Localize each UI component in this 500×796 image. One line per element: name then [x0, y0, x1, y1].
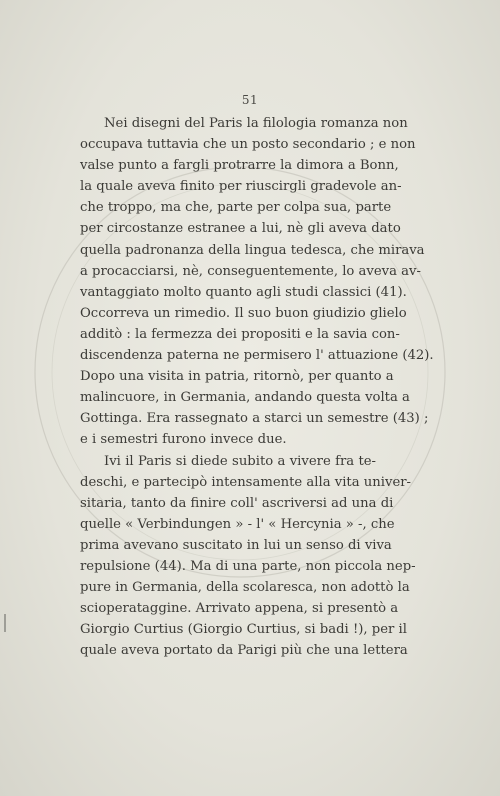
text-line: quelle « Verbindungen » - l' « Hercynia » -, che — [80, 516, 395, 532]
text-line: sitaria, tanto da finire coll' ascriversi ad una di — [80, 495, 394, 511]
text-line: prima avevano suscitato in lui un senso di viva — [80, 537, 392, 553]
text-line: per circostanze estranee a lui, nè gli aveva dato — [80, 221, 401, 237]
paragraph-1 — [80, 113, 434, 451]
text-line: Occorreva un rimedio. Il suo buon giudizio glielo — [80, 305, 407, 321]
text-line: deschi, e partecipò intensamente alla vita univer- — [80, 474, 412, 490]
text-line: valse punto a fargli protrarre la dimora a Bonn, — [80, 158, 399, 174]
text-line: la quale aveva finito per riuscirgli gradevole an- — [80, 179, 402, 195]
page-number: 51 — [241, 93, 259, 107]
text-line: discendenza paterna ne permisero l' attuazione (42). — [80, 348, 434, 364]
text-line: Nei disegni del Paris la filologia romanza non — [104, 116, 408, 131]
text-line: malincuore, in Germania, andando questa volta a — [80, 390, 410, 406]
text-line: pure in Germania, della scolaresca, non adottò la — [80, 580, 410, 596]
text-line: vantaggiato molto quanto agli studi classici (41). — [80, 284, 407, 300]
text-line: Gottinga. Era rassegnato a starci un semestre (43) ; — [80, 411, 429, 427]
text-line: quella padronanza della lingua tedesca, che mirava — [80, 242, 425, 258]
text-line: a procacciarsi, nè, conseguentemente, lo aveva av- — [80, 263, 421, 279]
text-line: Dopo una visita in patria, ritornò, per quanto a — [80, 369, 394, 385]
text-line: additò : la fermezza dei propositi e la savia con- — [80, 326, 400, 342]
text-line: repulsione (44). Ma di una parte, non piccola nep- — [80, 558, 416, 574]
text-line: scioperataggine. Arrivato appena, si presentò a — [80, 601, 399, 617]
text-line: Ivi il Paris si diede subito a vivere fra te- — [104, 453, 376, 469]
text-line: che troppo, ma che, parte per colpa sua, parte — [80, 200, 392, 216]
body-text — [80, 113, 434, 661]
text-line: e i semestri furono invece due. — [80, 432, 287, 448]
text-line: Giorgio Curtius (Giorgio Curtius, si badi !), per il — [80, 622, 407, 638]
paragraph-2 — [80, 451, 416, 662]
binding-edge-mark — [4, 614, 6, 632]
text-line: quale aveva portato da Parigi più che una lettera — [80, 643, 408, 659]
text-line: occupava tuttavia che un posto secondario ; e non — [80, 137, 416, 153]
